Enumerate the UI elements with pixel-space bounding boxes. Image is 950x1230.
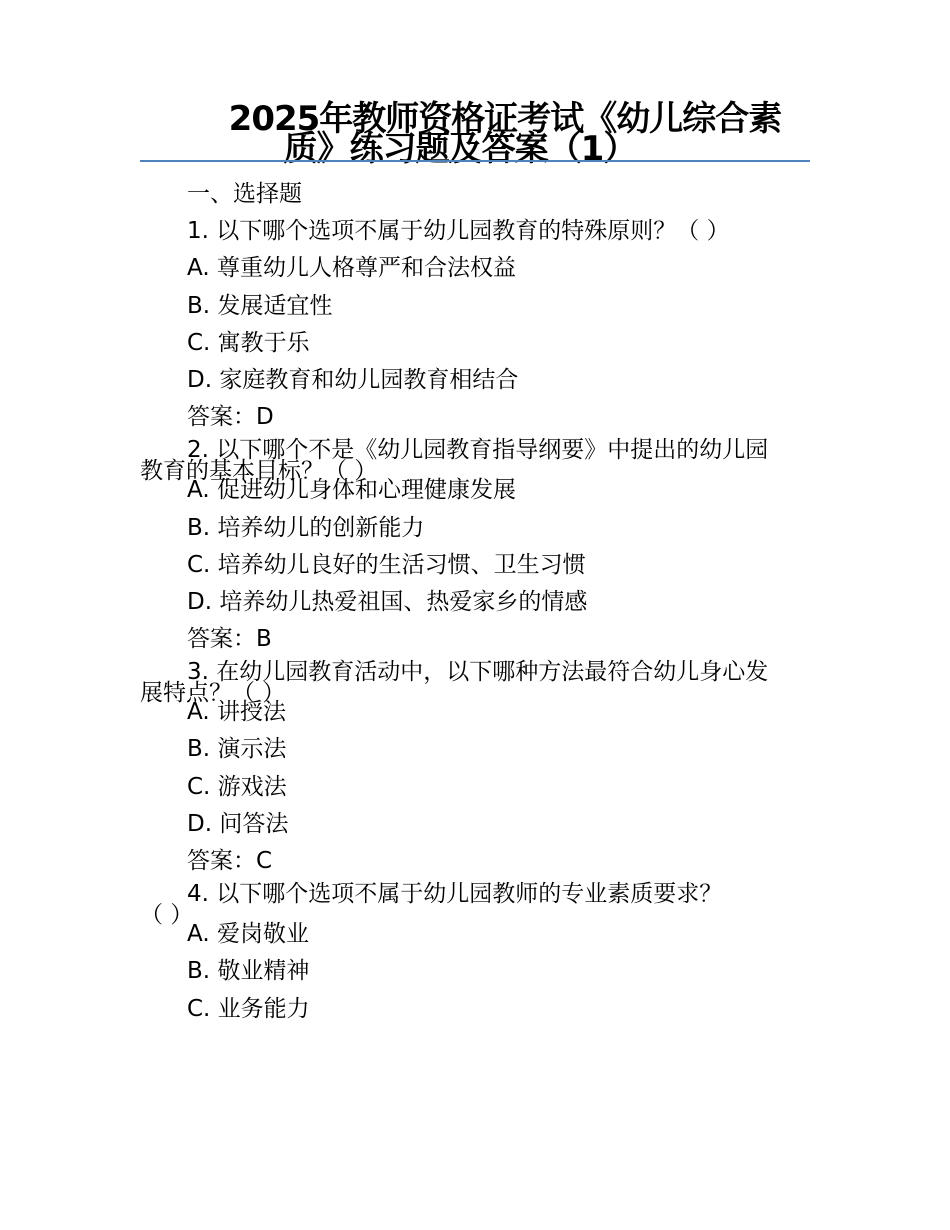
document-body <box>140 176 820 1028</box>
question-3-stem-line-2: 展特点？（ ） <box>140 680 286 707</box>
question-2-stem-line-2: 教育的基本目标？（ ） <box>140 458 378 485</box>
question-1-option-b: B. 发展适宜性 <box>187 292 333 319</box>
question-2-option-c: C. 培养幼儿良好的生活习惯、卫生习惯 <box>187 551 586 578</box>
question-1-option-a: A. 尊重幼儿人格尊严和合法权益 <box>187 255 516 282</box>
title-underline <box>140 160 810 162</box>
section-heading: 一、选择题 <box>187 181 302 207</box>
title-line-2: 质》练习题及答案（1） <box>283 129 637 169</box>
question-2-option-b: B. 培养幼儿的创新能力 <box>187 514 425 541</box>
question-2-option-a: A. 促进幼儿身体和心理健康发展 <box>187 477 516 504</box>
question-2-answer: 答案：B <box>187 626 272 653</box>
question-4-stem-line-2: （ ） <box>140 902 194 929</box>
question-3-answer: 答案：C <box>187 848 273 874</box>
page-title <box>140 99 810 169</box>
question-4-option-b: B. 敬业精神 <box>187 958 310 985</box>
question-4-option-a: A. 爱岗敬业 <box>187 921 309 948</box>
question-3-stem-line-1: 3. 在幼儿园教育活动中，以下哪种方法最符合幼儿身心发 <box>187 659 769 686</box>
question-3-option-d: D. 问答法 <box>187 810 289 837</box>
question-1-option-d: D. 家庭教育和幼儿园教育相结合 <box>187 366 519 393</box>
question-3-option-b: B. 演示法 <box>187 736 287 763</box>
question-1-option-c: C. 寓教于乐 <box>187 329 310 356</box>
question-3-option-c: C. 游戏法 <box>187 773 287 800</box>
title-line-1: 2025年教师资格证考试《幼儿综合素 <box>228 99 782 139</box>
question-3-option-a: A. 讲授法 <box>187 699 286 726</box>
question-2-stem-line-1: 2. 以下哪个不是《幼儿园教育指导纲要》中提出的幼儿园 <box>187 437 769 464</box>
question-1-answer: 答案：D <box>187 404 274 431</box>
question-4-option-c: C. 业务能力 <box>187 995 310 1022</box>
question-2-option-d: D. 培养幼儿热爱祖国、热爱家乡的情感 <box>187 588 588 615</box>
question-4-stem-line-1: 4. 以下哪个选项不属于幼儿园教师的专业素质要求？ <box>187 881 723 908</box>
question-1-stem: 1. 以下哪个选项不属于幼儿园教育的特殊原则？（ ） <box>187 218 730 245</box>
